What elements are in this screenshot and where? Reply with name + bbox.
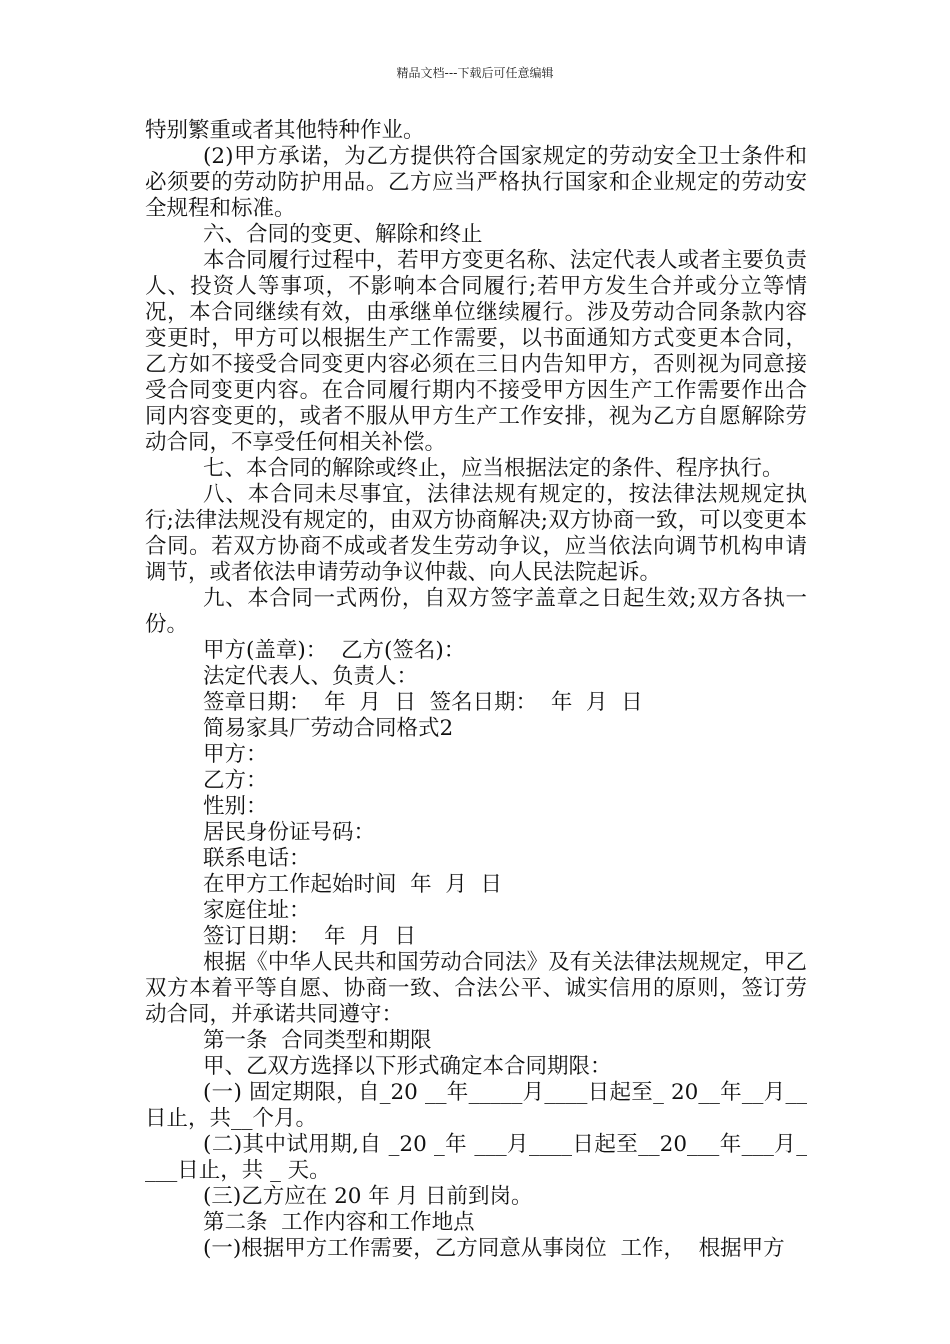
paragraph: 签订日期： 年 月 日 [203, 924, 417, 949]
paragraph: 联系电话： [203, 846, 311, 871]
paragraph: 甲方(盖章)： 乙方(签名)： [203, 638, 466, 663]
document-body [145, 118, 807, 1262]
paragraph: 居民身份证号码： [203, 820, 376, 845]
paragraph: 七、本合同的解除或终止，应当根据法定的条件、程序执行。 [203, 456, 784, 481]
paragraph: 九、本合同一式两份，自双方签字盖章之日起生效;双方各执一份。 [145, 586, 807, 637]
paragraph: 特别繁重或者其他特种作业。 [145, 118, 425, 143]
paragraph: 第一条 合同类型和期限 [203, 1028, 432, 1053]
paragraph: 乙方： [203, 768, 268, 793]
paragraph: (三)乙方应在 20 年 月 日前到岗。 [203, 1184, 533, 1209]
paragraph: 根据《中华人民共和国劳动合同法》及有关法律法规规定，甲乙双方本着平等自愿、协商一致、合法公平、诚实信用的原则，签订劳动合同，并承诺共同遵守： [145, 950, 807, 1027]
paragraph: 简易家具厂劳动合同格式2 [203, 716, 454, 741]
paragraph: (一)根据甲方工作需要，乙方同意从事岗位 工作， 根据甲方 [203, 1236, 785, 1261]
paragraph: 六、合同的变更、解除和终止 [203, 222, 483, 247]
paragraph: 家庭住址： [203, 898, 311, 923]
page-header: 精品文档---下载后可任意编辑 [396, 66, 554, 80]
paragraph: 本合同履行过程中，若甲方变更名称、法定代表人或者主要负责人、投资人等事项，不影响本合同履行;若甲方发生合并或分立等情况，本合同继续有效，由承继单位继续履行。涉及劳动合同条款内容变更时，甲方可以根据生产工作需要，以书面通知方式变更本合同，乙方如不接受合同变更内容必须在三日内告知甲方，否则视为同意接受合同变更内容。在合同履行期内不接受甲方因生产工作需要作出合同内容变更的，或者不服从甲方生产工作安排，视为乙方自愿解除劳动合同，不享受任何相关补偿。 [145, 248, 807, 455]
paragraph: 第二条 工作内容和工作地点 [203, 1210, 475, 1235]
paragraph: 性别： [203, 794, 268, 819]
paragraph: 法定代表人、负责人： [203, 664, 419, 689]
paragraph: (2)甲方承诺，为乙方提供符合国家规定的劳动安全卫士条件和必须要的劳动防护用品。乙方应当严格执行国家和企业规定的劳动安全规程和标准。 [145, 144, 807, 221]
paragraph: 在甲方工作起始时间 年 月 日 [203, 872, 503, 897]
paragraph: (一) 固定期限，自_20 __年_____月____日起至_ 20__年__月__日止，共__个月。 [145, 1080, 807, 1131]
paragraph: 八、本合同未尽事宜，法律法规有规定的，按法律法规规定执行;法律法规没有规定的，由双方协商解决;双方协商一致，可以变更本合同。若双方协商不成或者发生劳动争议，应当依法向调节机构申请调节，或者依法申请劳动争议仲裁、向人民法院起诉。 [145, 482, 807, 585]
paragraph: (二)其中试用期,自 _20 _年 ___月____日起至__20___年___月____日止，共 _ 天。 [145, 1132, 807, 1183]
paragraph: 签章日期： 年 月 日 签名日期： 年 月 日 [203, 690, 643, 715]
paragraph: 甲方： [203, 742, 268, 767]
paragraph: 甲、乙双方选择以下形式确定本合同期限： [203, 1054, 612, 1079]
